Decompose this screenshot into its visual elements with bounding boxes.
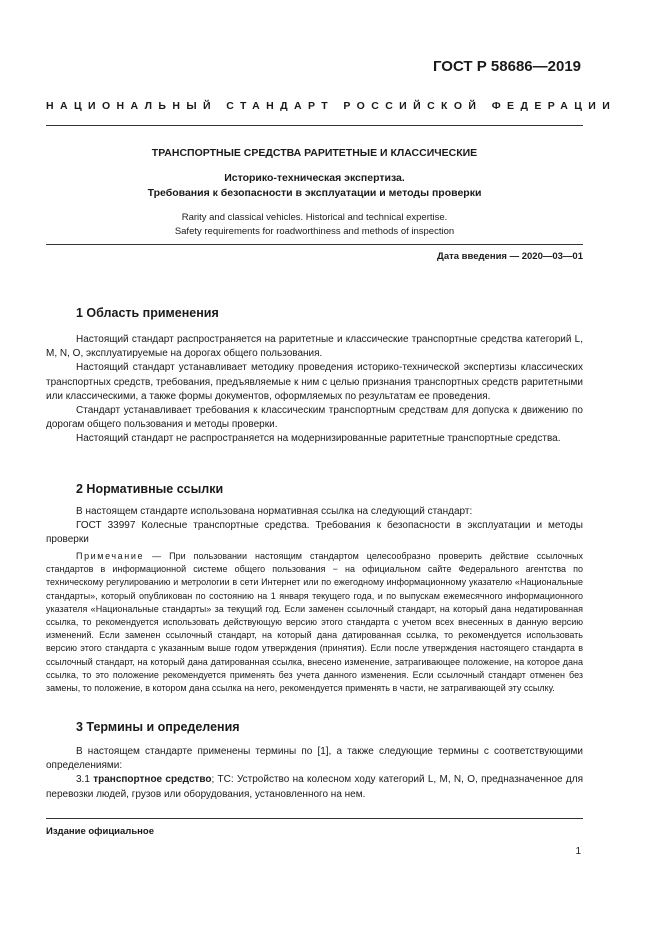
introduction-date: Дата введения — 2020—03—01 (437, 251, 583, 262)
national-standard-banner: НАЦИОНАЛЬНЫЙ СТАНДАРТ РОССИЙСКОЙ ФЕДЕРАЦИИ (46, 100, 617, 112)
english-title-line-2: Safety requirements for roadworthiness and methods of inspection (174, 226, 455, 237)
english-title (46, 211, 583, 239)
page-number: 1 (575, 846, 581, 857)
footer-divider (46, 818, 583, 819)
note-block (46, 550, 583, 695)
term-name: транспортное средство (93, 774, 212, 786)
term-number: 3.1 (76, 774, 94, 786)
standard-number: ГОСТ Р 58686—2019 (432, 58, 581, 75)
section-3-body (46, 745, 583, 802)
english-title-line-1: Rarity and classical vehicles. Historical and technical expertise. (181, 212, 448, 223)
paragraph: ГОСТ 33997 Колесные транспортные средства. Требования к безопасности в эксплуатации и методы проверки (46, 520, 583, 546)
paragraph: Стандарт устанавливает требования к классическим транспортным средствам для допуска к движению по дорогам общего пользования и методы проверки. (46, 405, 583, 431)
term-abbreviation: ; ТС (211, 774, 231, 786)
paragraph: Настоящий стандарт устанавливает методику проведения историко-технической экспертизы классических транспортных средств, требования, предъявляемые к ним с целью признания транспортных средств раритетными или классическими, а также формы документов, оформляемых по результатам ее проведения. (46, 362, 583, 402)
paragraph: Настоящий стандарт не распространяется на модернизированные раритетные транспортные средства. (76, 433, 561, 445)
term-definition-text: : Устройство на колесном ходу категорий L, M, N, O, предназначенное для перевозки людей, грузов или оборудования, установленного на нем. (46, 774, 584, 800)
note-label: Примечание (76, 551, 145, 561)
section-3-heading: 3 Термины и определения (76, 720, 240, 734)
section-2-heading: 2 Нормативные ссылки (76, 482, 224, 496)
official-edition-label: Издание официальное (46, 826, 154, 837)
title-divider (46, 244, 583, 245)
paragraph: В настоящем стандарте применены термины по [1], а также следующие термины с соответствующими определениями: (46, 746, 583, 772)
term-definition (46, 773, 583, 801)
document-title: ТРАНСПОРТНЫЕ СРЕДСТВА РАРИТЕТНЫЕ И КЛАССИЧЕСКИЕ (151, 147, 478, 159)
top-divider (46, 125, 583, 126)
section-2-body (46, 505, 583, 548)
section-1-body (46, 333, 583, 447)
note-text: — При пользовании настоящим стандартом целесообразно проверить действие ссылочных стандартов в информационной системе общего пользования − на официальном сайте Федерального агентства по техническому регулированию и метрологии в сети Интернет или по ежегодному информационному указателю «Национальные стандарты», который опубликован по состоянию на 1 января текущего года, и по выпускам ежемесячного информационного указателя «Национальные стандарты» за текущий год. Если заменен ссылочный стандарт, на который дана недатированная ссылка, то рекомендуется использовать действующую версию этого стандарта с учетом всех внесенных в данную версию изменений. Если заменен ссылочный стандарт, на который дана датированная ссылка, то рекомендуется использовать версию этого стандарта с указанным выше годом утверждения (принятия). Если после утверждения настоящего стандарта в ссылочный стандарт, на который дана датированная ссылка, внесено изменение, затрагивающее положение, на которое дана ссылка, то это положение рекомендуется применять без учета данного изменения. Если ссылочный стандарт отменен без замены, то положение, в котором дана ссылка на него, рекомендуется применять в части, не затрагивающей эту ссылку. (46, 551, 583, 694)
subtitle-line-1: Историко-техническая экспертиза. (224, 172, 405, 184)
paragraph: Настоящий стандарт распространяется на раритетные и классические транспортные средства категорий L, M, N, O, эксплуатируемые на дорогах общего пользования. (46, 334, 583, 360)
document-subtitle (46, 171, 583, 201)
paragraph: В настоящем стандарте использована нормативная ссылка на следующий стандарт: (76, 506, 473, 517)
section-1-heading: 1 Область применения (76, 306, 219, 320)
subtitle-line-2: Требования к безопасности в эксплуатации и методы проверки (147, 187, 482, 199)
